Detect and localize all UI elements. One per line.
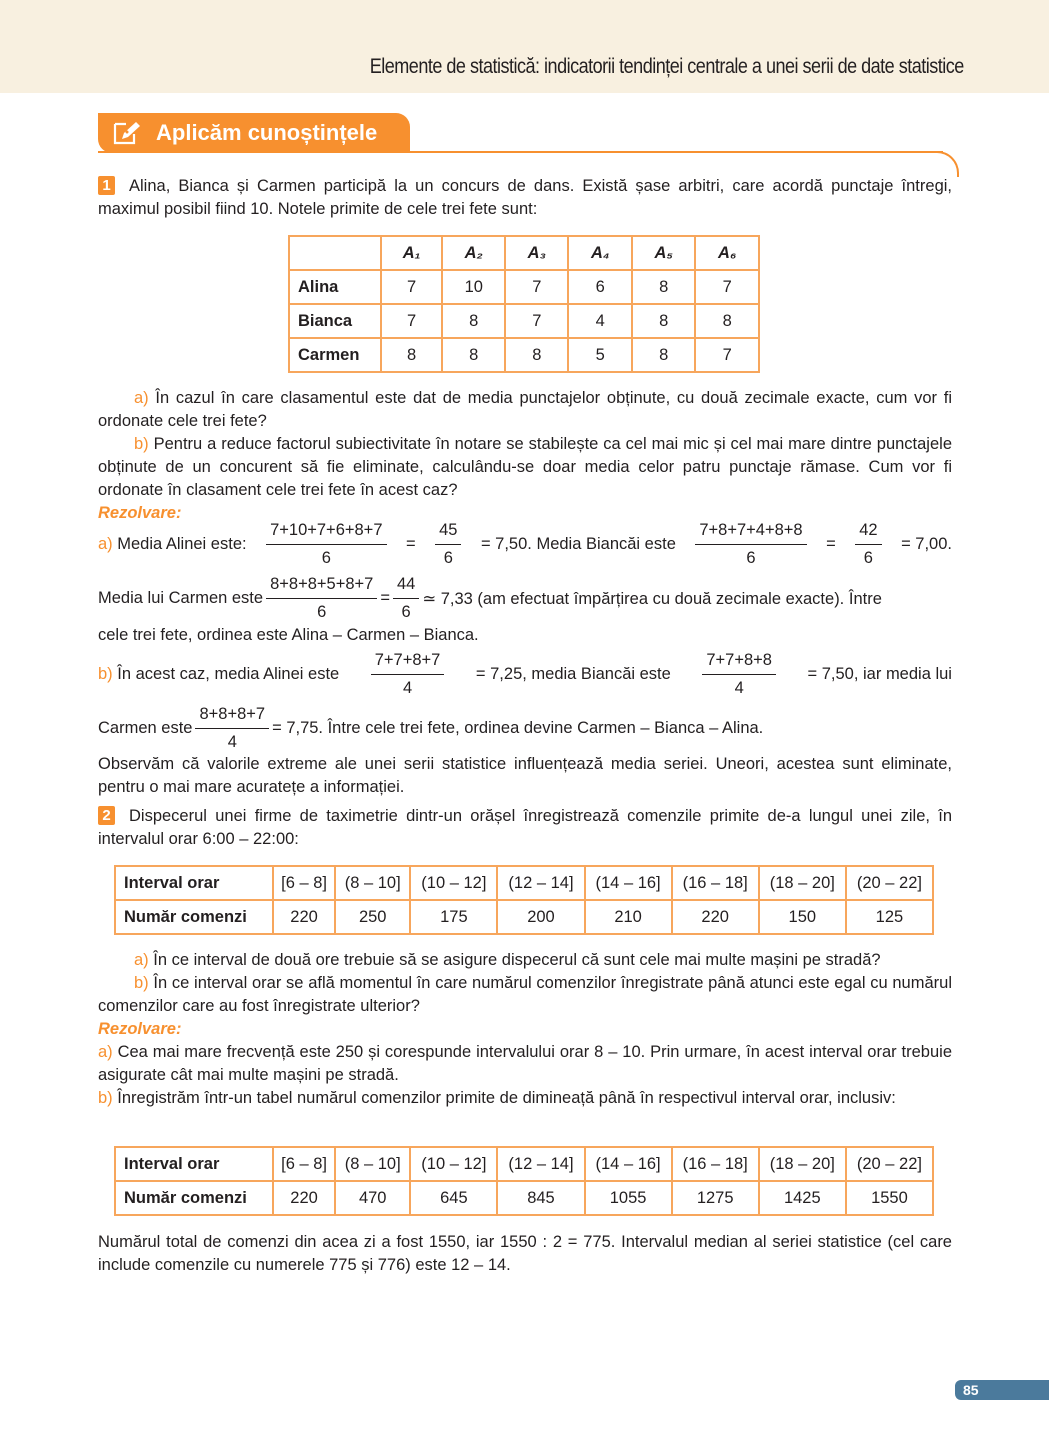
score-cell: 7 xyxy=(695,270,759,304)
cumulative-orders-table xyxy=(114,1146,934,1216)
interval-cell: (14 – 16] xyxy=(585,1147,672,1181)
solution-text: = 7,50. Media Biancăi este xyxy=(480,535,676,553)
interval-cell: [6 – 8] xyxy=(273,1147,335,1181)
denominator: 6 xyxy=(401,603,411,621)
score-cell: 6 xyxy=(568,270,632,304)
interval-cell: (18 – 20] xyxy=(759,866,846,900)
ex1-solution-b-line1 xyxy=(98,651,952,698)
solution-text: Înregistrăm într-un tabel numărul comenzilor primite de dimineață până în respectivul interval orar, inclusiv: xyxy=(112,1089,896,1107)
value-cell: 220 xyxy=(273,900,335,934)
row-name: Bianca xyxy=(289,304,381,338)
fraction xyxy=(855,521,881,568)
row-name: Alina xyxy=(289,270,381,304)
table-row xyxy=(115,1181,933,1215)
row-name: Carmen xyxy=(289,338,381,372)
ex2-solution-b xyxy=(98,1087,952,1110)
score-cell: 8 xyxy=(381,338,442,372)
ex2-intro xyxy=(98,805,952,851)
table-row xyxy=(289,338,759,372)
table-row xyxy=(115,1147,933,1181)
value-cell: 210 xyxy=(585,900,672,934)
header-band xyxy=(0,0,1049,93)
score-cell: 8 xyxy=(632,270,695,304)
numerator: 44 xyxy=(393,575,419,599)
label-a: a) xyxy=(98,535,113,553)
label-a: a) xyxy=(134,389,149,407)
ex1-intro xyxy=(98,175,952,221)
numerator: 42 xyxy=(855,521,881,545)
solution-text: Carmen este xyxy=(98,719,193,737)
ex1-number-badge: 1 xyxy=(98,176,115,195)
numerator: 7+7+8+7 xyxy=(371,651,445,675)
numerator: 7+8+7+4+8+8 xyxy=(695,521,806,545)
ex1-question-a xyxy=(98,387,952,433)
value-cell: 250 xyxy=(335,900,410,934)
value-cell: 1055 xyxy=(585,1181,672,1215)
question-text: În ce interval orar se află momentul în care numărul comenzilor înregistrate până atunci este egal cu numărul comenzilor care au fost înregistrate ulterior? xyxy=(98,974,952,1015)
interval-cell: (14 – 16] xyxy=(585,866,672,900)
ex1-rezolvare-heading: Rezolvare: xyxy=(98,504,182,522)
row-header: Interval orar xyxy=(115,1147,273,1181)
interval-cell: (16 – 18] xyxy=(672,866,759,900)
denominator: 6 xyxy=(746,549,756,567)
ex1-solution-b-line2 xyxy=(98,705,952,752)
fraction xyxy=(266,521,386,568)
value-cell: 220 xyxy=(672,900,759,934)
ex1-observation: Observăm că valorile extreme ale unei serii statistice influențează media seriei. Uneori, acestea sunt eliminate, pentru o mai mare acuratețe a informației. xyxy=(98,755,952,796)
interval-cell: (12 – 14] xyxy=(497,866,584,900)
ex1-solution-a-line2 xyxy=(98,575,952,622)
row-header: Număr comenzi xyxy=(115,1181,273,1215)
header-cell: A₄ xyxy=(568,236,632,270)
interval-cell: (20 – 22] xyxy=(846,866,933,900)
ex2-question-b xyxy=(98,972,952,1018)
score-cell: 8 xyxy=(505,338,568,372)
numerator: 8+8+8+5+8+7 xyxy=(266,575,377,599)
label-b: b) xyxy=(98,1089,113,1107)
header-cell: A₅ xyxy=(632,236,695,270)
value-cell: 1550 xyxy=(846,1181,933,1215)
numerator: 8+8+8+7 xyxy=(195,705,269,729)
ex1-question-b xyxy=(98,433,952,502)
score-cell: 7 xyxy=(505,304,568,338)
pen-edit-icon xyxy=(112,120,142,146)
row-header: Interval orar xyxy=(115,866,273,900)
table-row xyxy=(115,900,933,934)
numerator: 45 xyxy=(435,521,461,545)
denominator: 6 xyxy=(317,603,327,621)
label-b: b) xyxy=(134,435,149,453)
label-b: b) xyxy=(134,974,149,992)
label-b: b) xyxy=(98,665,113,683)
fraction xyxy=(266,575,377,622)
ex2-question-a xyxy=(98,949,952,972)
score-cell: 7 xyxy=(381,304,442,338)
label-a: a) xyxy=(134,951,149,969)
interval-cell: (8 – 10] xyxy=(335,866,410,900)
section-tab xyxy=(98,113,410,153)
value-cell: 150 xyxy=(759,900,846,934)
value-cell: 200 xyxy=(497,900,584,934)
solution-text: = 7,25, media Biancăi este xyxy=(475,665,671,683)
denominator: 6 xyxy=(863,549,873,567)
denominator: 4 xyxy=(227,733,237,751)
denominator: 4 xyxy=(402,679,413,697)
value-cell: 175 xyxy=(410,900,497,934)
section-divider-curve xyxy=(933,151,959,177)
ex2-number-badge: 2 xyxy=(98,806,115,825)
score-cell: 8 xyxy=(632,338,695,372)
header-cell: A₁ xyxy=(381,236,442,270)
question-text: Pentru a reduce factorul subiectivitate în notare se stabilește ca cel mai mic și cel mai mare dintre punctajele obținute de un concurent să fie eliminate, calculându-se doar media celor patru punctaje rămase. Cum vor fi ordonate în clasament cele trei fete în acest caz? xyxy=(98,435,952,499)
solution-text: ≃ 7,33 (am efectuat împărțirea cu două zecimale exacte). Între xyxy=(422,589,882,608)
section-divider xyxy=(98,151,943,153)
score-cell: 8 xyxy=(695,304,759,338)
score-cell: 8 xyxy=(442,304,505,338)
fraction xyxy=(393,575,419,622)
fraction xyxy=(195,705,269,752)
score-cell: 5 xyxy=(568,338,632,372)
score-cell: 8 xyxy=(442,338,505,372)
equals: = xyxy=(405,535,416,553)
row-header: Număr comenzi xyxy=(115,900,273,934)
interval-cell: [6 – 8] xyxy=(273,866,335,900)
question-text: În ce interval de două ore trebuie să se asigure dispecerul că sunt cele mai multe mașini pe stradă? xyxy=(148,951,881,969)
numerator: 7+7+8+8 xyxy=(702,651,776,675)
value-cell: 845 xyxy=(497,1181,584,1215)
fraction xyxy=(695,521,806,568)
orders-table xyxy=(114,865,934,935)
ex2-conclusion: Numărul total de comenzi din acea zi a fost 1550, iar 1550 : 2 = 775. Intervalul median al seriei statistice (cel care include comenzile cu numerele 775 și 776) este 12 – 14. xyxy=(98,1233,952,1274)
solution-text: = 7,00. xyxy=(901,535,952,553)
table-row xyxy=(115,866,933,900)
solution-text: În acest caz, media Alinei este xyxy=(112,665,340,683)
solution-text: Cea mai mare frecvență este 250 și corespunde intervalului orar 8 – 10. Prin urmare, în acest interval orar trebuie asigurate cât mai multe mașini pe stradă. xyxy=(98,1043,952,1084)
header-cell: A₂ xyxy=(442,236,505,270)
ex2-rezolvare-heading: Rezolvare: xyxy=(98,1020,182,1038)
interval-cell: (10 – 12] xyxy=(410,866,497,900)
page-number: 85 xyxy=(955,1380,1049,1400)
value-cell: 645 xyxy=(410,1181,497,1215)
header-cell: A₆ xyxy=(695,236,759,270)
score-cell: 8 xyxy=(632,304,695,338)
interval-cell: (16 – 18] xyxy=(672,1147,759,1181)
solution-text: Media lui Carmen este xyxy=(98,589,264,607)
interval-cell: (20 – 22] xyxy=(846,1147,933,1181)
header-cell xyxy=(289,236,381,270)
table-row xyxy=(289,270,759,304)
solution-text: = 7,50, iar media lui xyxy=(807,665,952,683)
score-cell: 7 xyxy=(505,270,568,304)
interval-cell: (10 – 12] xyxy=(410,1147,497,1181)
fraction xyxy=(371,651,445,698)
scores-header-row xyxy=(289,236,759,270)
denominator: 4 xyxy=(734,679,744,697)
question-text: În cazul în care clasamentul este dat de media punctajelor obținute, cu două zecimale exacte, cum vor fi ordonate cele trei fete? xyxy=(98,389,952,430)
score-cell: 10 xyxy=(442,270,505,304)
ex2-intro-text: Dispecerul unei firme de taximetrie dintr-un orășel înregistrează comenzile primite de-a lungul unei zile, în intervalul orar 6:00 – 22:00: xyxy=(98,807,952,848)
solution-text: Media Alinei este: xyxy=(112,535,247,553)
ex1-solution-a-order: cele trei fete, ordinea este Alina – Carmen – Bianca. xyxy=(98,626,479,644)
denominator: 6 xyxy=(443,549,453,567)
score-cell: 7 xyxy=(695,338,759,372)
value-cell: 1275 xyxy=(672,1181,759,1215)
chapter-title: Elemente de statistică: indicatorii tendinței centrale a unei serii de date statistice xyxy=(369,55,964,78)
value-cell: 1425 xyxy=(759,1181,846,1215)
solution-text: = 7,75. Între cele trei fete, ordinea devine Carmen – Bianca – Alina. xyxy=(272,719,764,737)
ex1-solution-a-line1 xyxy=(98,521,952,568)
interval-cell: (8 – 10] xyxy=(335,1147,410,1181)
score-cell: 7 xyxy=(381,270,442,304)
equals: = xyxy=(380,589,390,607)
label-a: a) xyxy=(98,1043,113,1061)
interval-cell: (18 – 20] xyxy=(759,1147,846,1181)
denominator: 6 xyxy=(321,549,331,567)
equals: = xyxy=(826,535,836,553)
scores-table xyxy=(288,235,760,373)
score-cell: 4 xyxy=(568,304,632,338)
ex1-intro-text: Alina, Bianca și Carmen participă la un concurs de dans. Există șase arbitri, care acordă punctaje întregi, maximul posibil fiind 10. Notele primite de cele trei fete sunt: xyxy=(98,177,952,218)
ex2-solution-a xyxy=(98,1041,952,1087)
value-cell: 470 xyxy=(335,1181,410,1215)
value-cell: 220 xyxy=(273,1181,335,1215)
interval-cell: (12 – 14] xyxy=(497,1147,584,1181)
fraction xyxy=(435,521,461,568)
table-row xyxy=(289,304,759,338)
numerator: 7+10+7+6+8+7 xyxy=(266,521,386,545)
fraction xyxy=(702,651,776,698)
section-title: Aplicăm cunoștințele xyxy=(156,120,378,145)
value-cell: 125 xyxy=(846,900,933,934)
header-cell: A₃ xyxy=(505,236,568,270)
